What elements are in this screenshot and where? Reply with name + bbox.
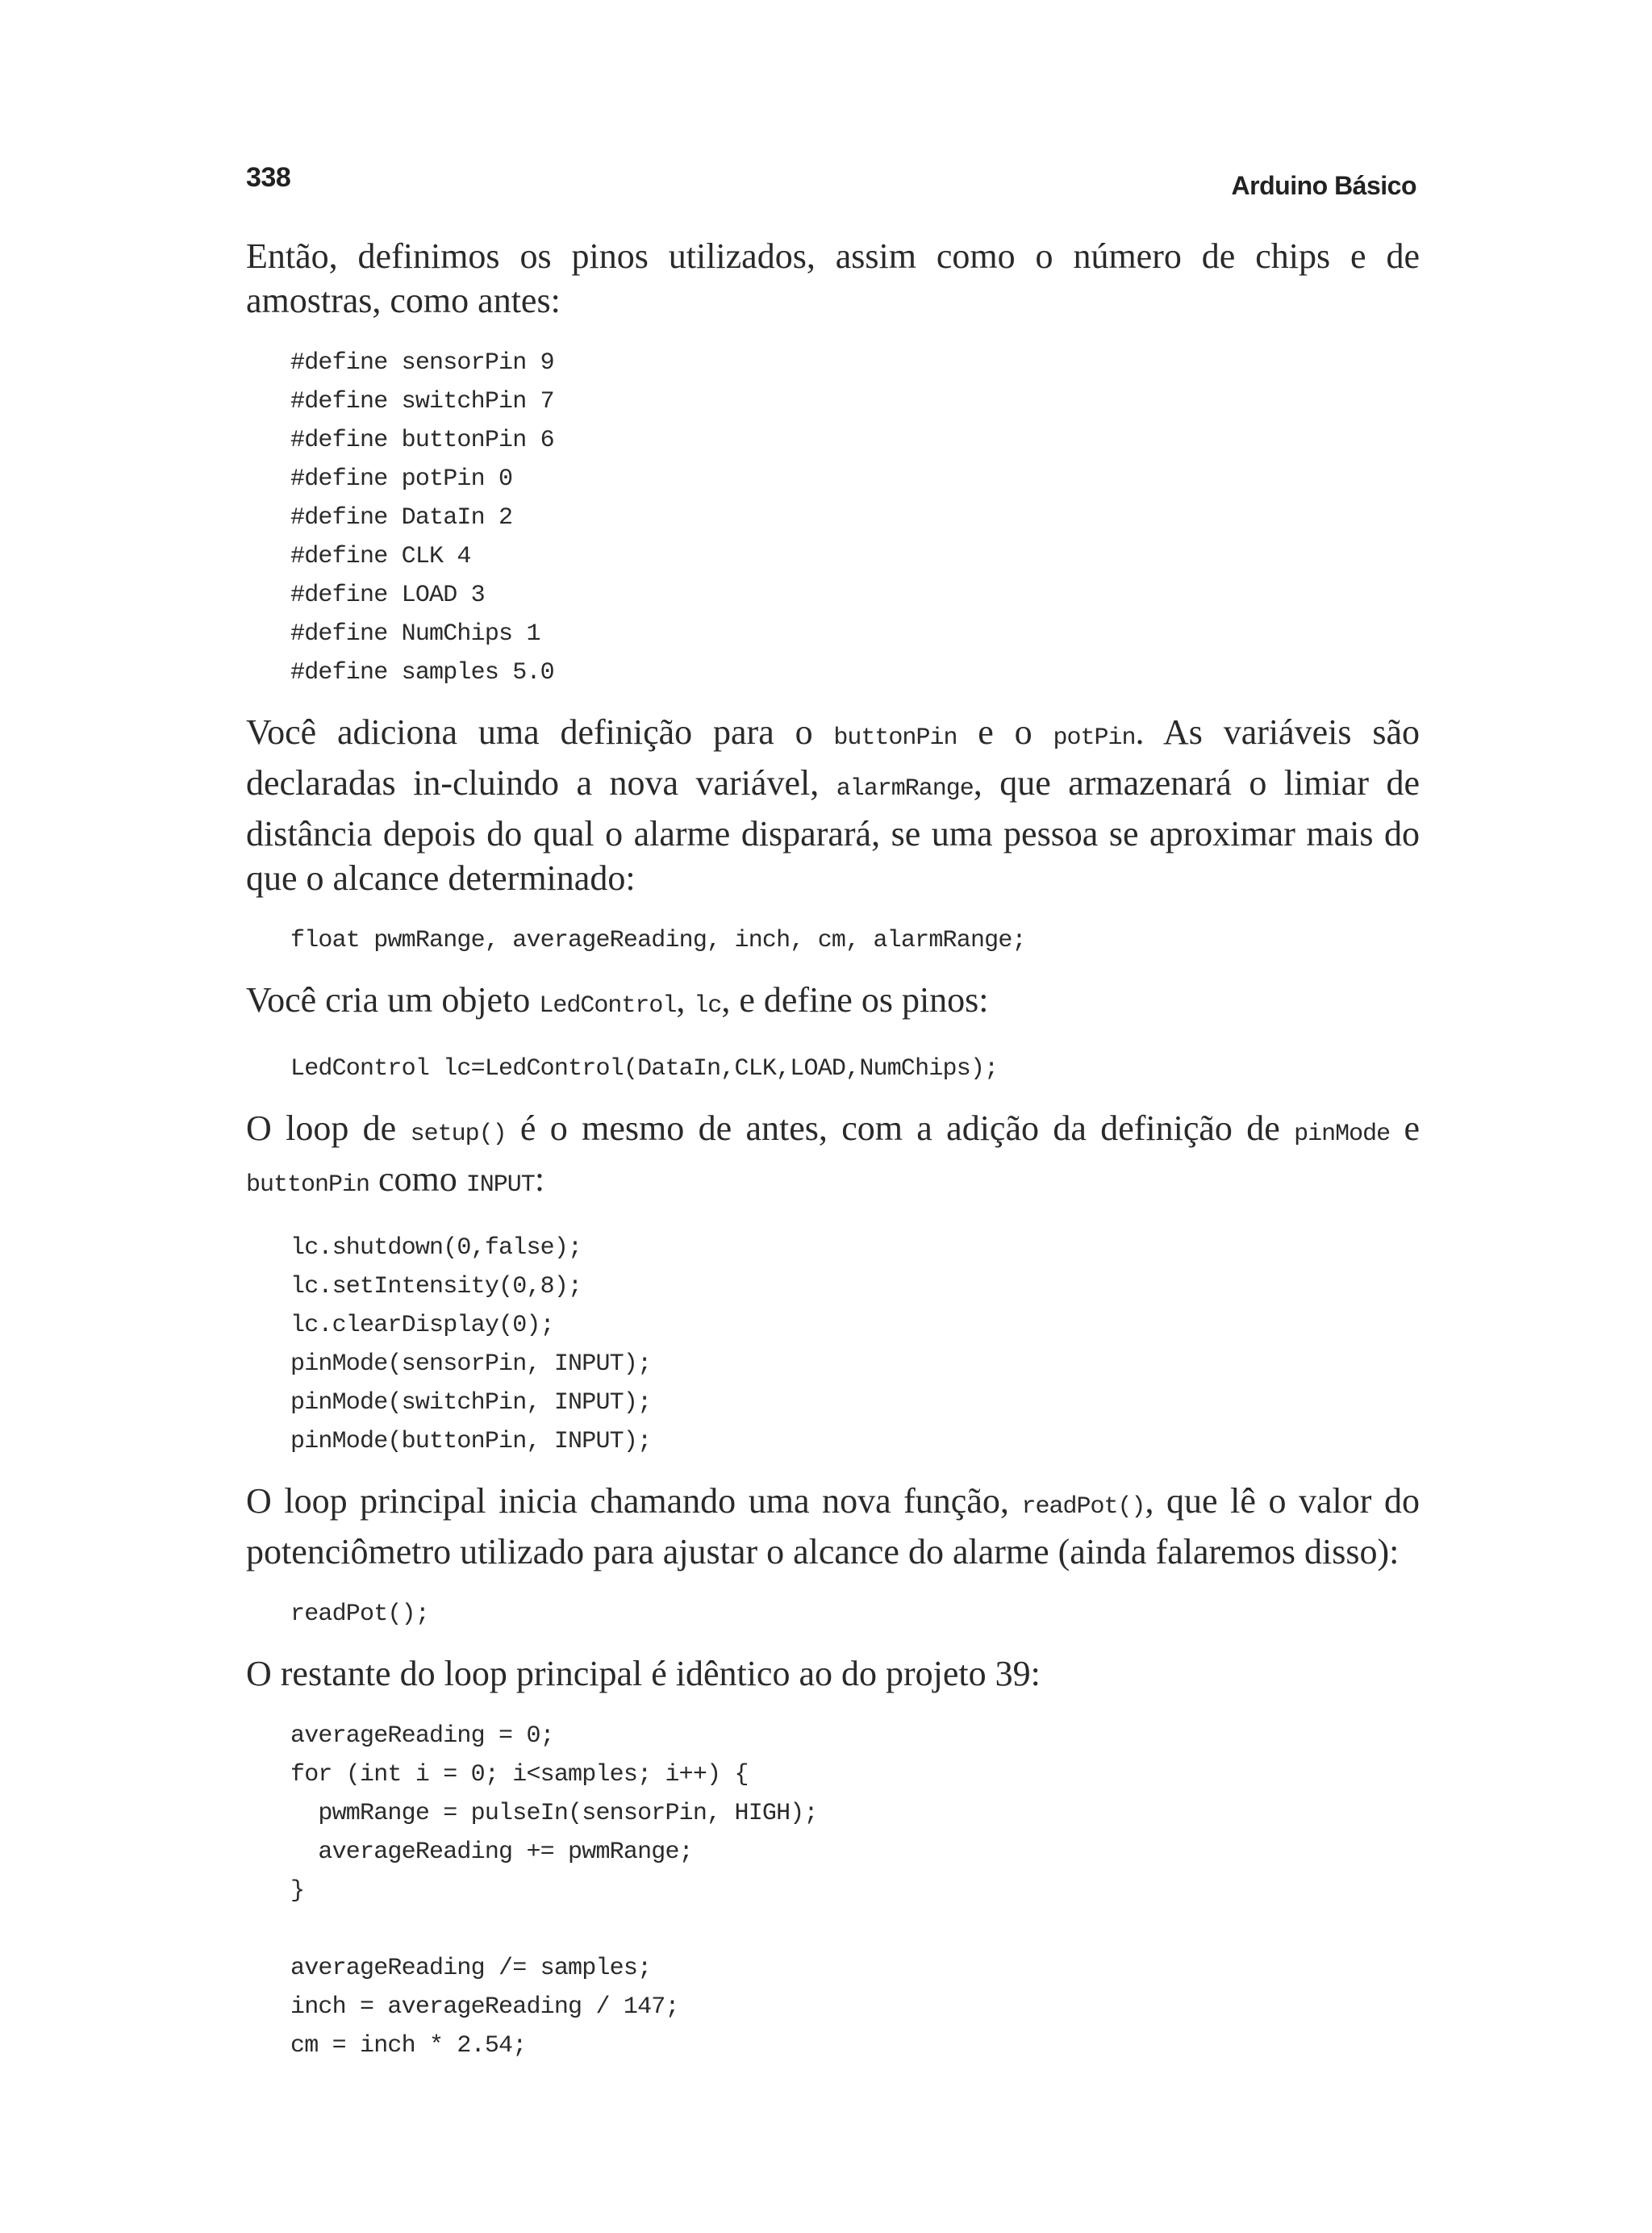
text-run: O loop principal inicia chamando uma nova função, [246, 1481, 1022, 1521]
code-block-setup: lc.shutdown(0,false); lc.setIntensity(0,8); lc.clearDisplay(0); pinMode(sensorPin, INPUT); pinMode(switchPin, INPUT); pinMode(buttonPin, INPUT); [290, 1234, 652, 1455]
inline-code: pinMode [1294, 1121, 1391, 1148]
paragraph-pins-intro: Então, definimos os pinos utilizados, assim como o número de chips e de amostras, como antes: [246, 236, 1420, 320]
page-number: 338 [246, 162, 291, 193]
paragraph-setup [246, 1106, 1420, 1208]
paragraph-main-loop [246, 1479, 1420, 1574]
page-body [246, 234, 1420, 2065]
code-block-readpot: readPot(); [290, 1601, 430, 1628]
inline-code: readPot() [1021, 1493, 1145, 1521]
text-run: , que armazenará o limiar de distância depois do qual o alarme disparará, se uma pessoa se aproximar mais do que o alcance determinado: [246, 763, 1420, 898]
text-run: O loop de [246, 1108, 411, 1148]
inline-code: buttonPin [246, 1171, 370, 1199]
text-run: e o [957, 712, 1053, 752]
text-run: : [534, 1159, 545, 1199]
inline-code: potPin [1053, 724, 1136, 752]
inline-code: INPUT [465, 1171, 535, 1199]
paragraph-ledcontrol [246, 978, 1420, 1029]
inline-code: LedControl [539, 992, 677, 1020]
text-run: , que lê o valor do potenciômetro utilizado para ajustar o alcance do alarme (ainda falaremos disso): [246, 1481, 1420, 1571]
text-run: , e define os pinos: [721, 980, 989, 1020]
text-run: e [1390, 1108, 1420, 1148]
text-run: como [369, 1159, 466, 1199]
inline-code: buttonPin [833, 724, 957, 752]
code-block-ledcontrol: LedControl lc=LedControl(DataIn,CLK,LOAD,NumChips); [290, 1055, 999, 1083]
code-block-float-declaration: float pwmRange, averageReading, inch, cm, alarmRange; [290, 927, 1026, 954]
inline-code: setup() [410, 1121, 507, 1148]
text-run: Você adiciona uma definição para o [246, 712, 834, 752]
text-run: . As variáveis são declaradas in-cluindo a nova variável, [246, 712, 1420, 803]
inline-code: alarmRange [836, 775, 974, 803]
running-header-title: Arduino Básico [1231, 171, 1416, 200]
text-run: é o mesmo de antes, com a adição da definição de [506, 1108, 1295, 1148]
code-block-defines: #define sensorPin 9 #define switchPin 7 #define buttonPin 6 #define potPin 0 #define DataIn 2 #define CLK 4 #define LOAD 3 #define NumChips 1 #define samples 5.0 [290, 349, 554, 687]
inline-code: lc [694, 992, 722, 1020]
text-run: , [676, 980, 695, 1020]
paragraph-rest-of-loop: O restante do loop principal é idêntico ao do projeto 39: [246, 1654, 1041, 1693]
code-block-averaging: averageReading = 0; for (int i = 0; i<samples; i++) { pwmRange = pulseIn(sensorPin, HIGH); averageReading += pwmRange; } averageReading /= samples; inch = averageReading / 147; cm = inch * 2.54; [290, 1722, 818, 2060]
text-run: Você cria um objeto [246, 980, 540, 1020]
paragraph-variables [246, 710, 1420, 900]
